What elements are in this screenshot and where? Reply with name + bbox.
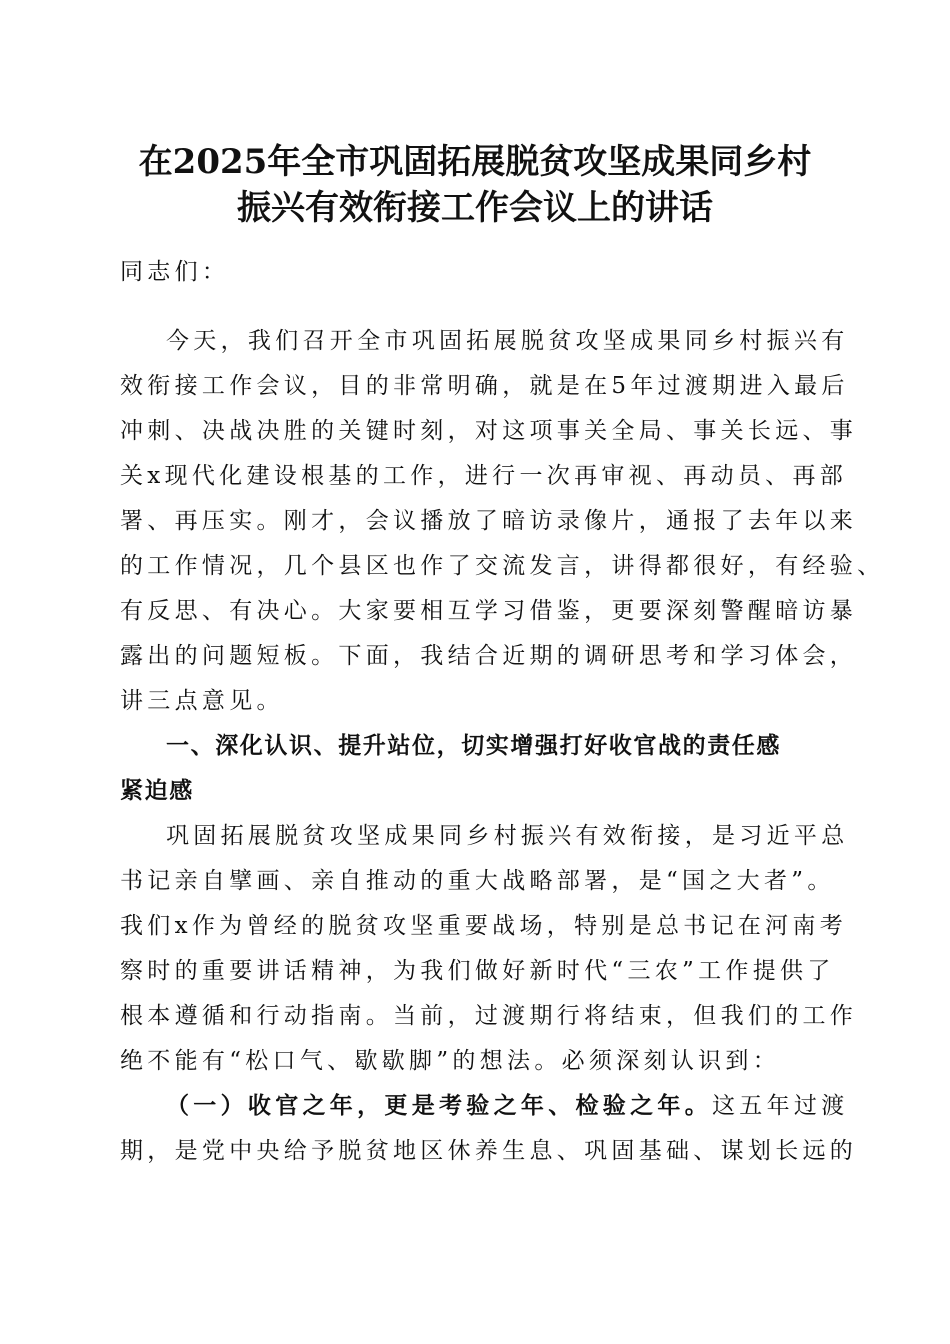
document-title-line-1: 在2025年全市巩固拓展脱贫攻坚成果同乡村 xyxy=(138,142,812,182)
section-1-line-5: 根本遵循和行动指南。当前，过渡期行将结束，但我们的工作 xyxy=(120,1003,858,1029)
section-1-heading-line-2: 紧迫感 xyxy=(120,778,194,804)
document-title-line-2: 振兴有效衔接工作会议上的讲话 xyxy=(237,188,713,228)
subpoint-1-label: （一）收官之年，更是考验之年、检验之年。 xyxy=(166,1092,712,1119)
section-1-line-6: 绝不能有“松口气、歇歇脚”的想法。必须深刻认识到： xyxy=(120,1048,781,1074)
section-1-heading-line-1: 一、深化认识、提升站位，切实增强打好收官战的责任感 xyxy=(166,733,781,759)
intro-line-5: 署、再压实。刚才，会议播放了暗访录像片，通报了去年以来 xyxy=(120,508,858,534)
intro-line-4: 关x现代化建设根基的工作，进行一次再审视、再动员、再部 xyxy=(120,463,848,489)
intro-line-3: 冲刺、决战决胜的关键时刻，对这项事关全局、事关长远、事 xyxy=(120,418,858,444)
subpoint-1-text-start: 这五年过渡 xyxy=(712,1093,849,1119)
section-1-line-1: 巩固拓展脱贫攻坚成果同乡村振兴有效衔接，是习近平总 xyxy=(166,823,849,849)
intro-line-7: 有反思、有决心。大家要相互学习借鉴，更要深刻警醒暗访暴 xyxy=(120,598,858,624)
section-1-line-4: 察时的重要讲话精神，为我们做好新时代“三农”工作提供了 xyxy=(120,958,835,984)
section-1-line-3: 我们x作为曾经的脱贫攻坚重要战场，特别是总书记在河南考 xyxy=(120,913,848,939)
salutation: 同志们： xyxy=(120,259,230,285)
intro-line-2: 效衔接工作会议，目的非常明确，就是在5年过渡期进入最后 xyxy=(120,373,849,399)
intro-line-8: 露出的问题短板。下面，我结合近期的调研思考和学习体会， xyxy=(120,643,858,669)
intro-line-1: 今天，我们召开全市巩固拓展脱贫攻坚成果同乡村振兴有 xyxy=(166,328,849,354)
subpoint-1-line-2: 期，是党中央给予脱贫地区休养生息、巩固基础、谋划长远的 xyxy=(120,1138,858,1164)
intro-line-6: 的工作情况，几个县区也作了交流发言，讲得都很好，有经验、 xyxy=(120,553,885,579)
subpoint-1-line-1 xyxy=(166,1091,849,1121)
intro-line-9: 讲三点意见。 xyxy=(120,688,284,714)
section-1-line-2: 书记亲自擘画、亲自推动的重大战略部署，是“国之大者”。 xyxy=(120,868,835,894)
